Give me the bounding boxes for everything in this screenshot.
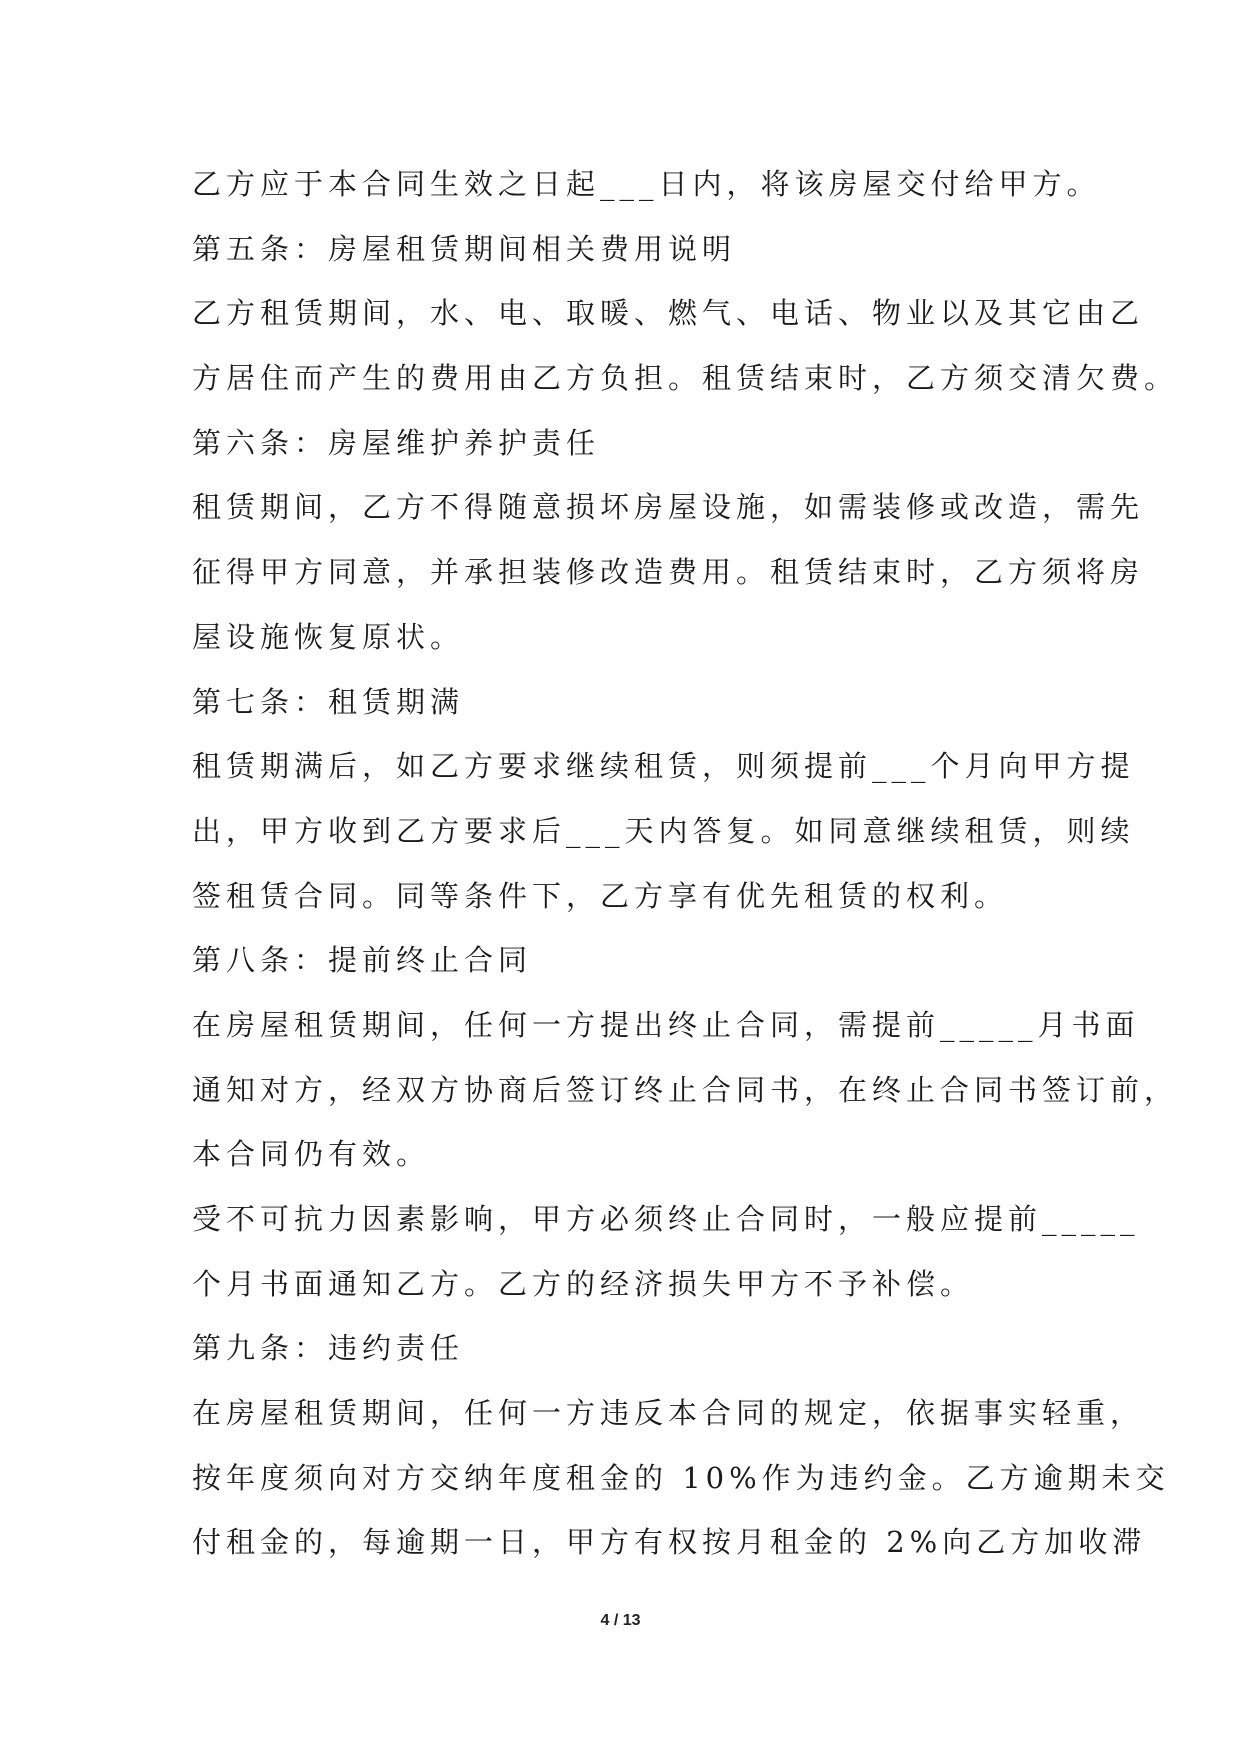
section-heading: 第五条：房屋租赁期间相关费用说明 [192, 231, 737, 266]
page-number: 4 / 13 [600, 1612, 641, 1629]
text-line: 付租金的，每逾期一日，甲方有权按月租金的 2%向乙方加收滞 [192, 1525, 1147, 1560]
section-heading: 第七条：租赁期满 [192, 684, 465, 719]
section-heading: 第六条：房屋维护养护责任 [192, 425, 601, 460]
text-line: 签租赁合同。同等条件下，乙方享有优先租赁的权利。 [192, 878, 1009, 913]
text-line: 出，甲方收到乙方要求后___天内答复。如同意继续租赁，则续 [192, 813, 1135, 848]
text-line: 通知对方，经双方协商后签订终止合同书，在终止合同书签订前， [192, 1072, 1179, 1107]
document-body [192, 158, 1179, 1581]
text-line: 在房屋租赁期间，任何一方提出终止合同，需提前_____月书面 [192, 1007, 1140, 1042]
text-line: 按年度须向对方交纳年度租金的 10%作为违约金。乙方逾期未交 [192, 1460, 1170, 1495]
section-heading: 第九条：违约责任 [192, 1331, 465, 1366]
text-line: 本合同仍有效。 [192, 1137, 431, 1172]
section-heading: 第八条：提前终止合同 [192, 943, 533, 978]
text-line: 在房屋租赁期间，任何一方违反本合同的规定，依据事实轻重， [192, 1396, 1145, 1431]
text-line: 受不可抗力因素影响，甲方必须终止合同时，一般应提前_____ [192, 1202, 1140, 1236]
text-line: 征得甲方同意，并承担装修改造费用。租赁结束时，乙方须将房 [192, 555, 1145, 590]
text-line: 屋设施恢复原状。 [192, 619, 465, 654]
text-line: 租赁期间，乙方不得随意损坏房屋设施，如需装修或改造，需先 [192, 490, 1145, 525]
text-line: 个月书面通知乙方。乙方的经济损失甲方不予补偿。 [192, 1266, 975, 1301]
text-line: 租赁期满后，如乙方要求继续租赁，则须提前___个月向甲方提 [192, 749, 1135, 784]
text-line: 方居住而产生的费用由乙方负担。租赁结束时，乙方须交清欠费。 [192, 361, 1179, 396]
text-line: 乙方租赁期间，水、电、取暖、燃气、电话、物业以及其它由乙 [192, 296, 1145, 331]
text-line: 乙方应于本合同生效之日起___日内，将该房屋交付给甲方。 [192, 167, 1101, 201]
